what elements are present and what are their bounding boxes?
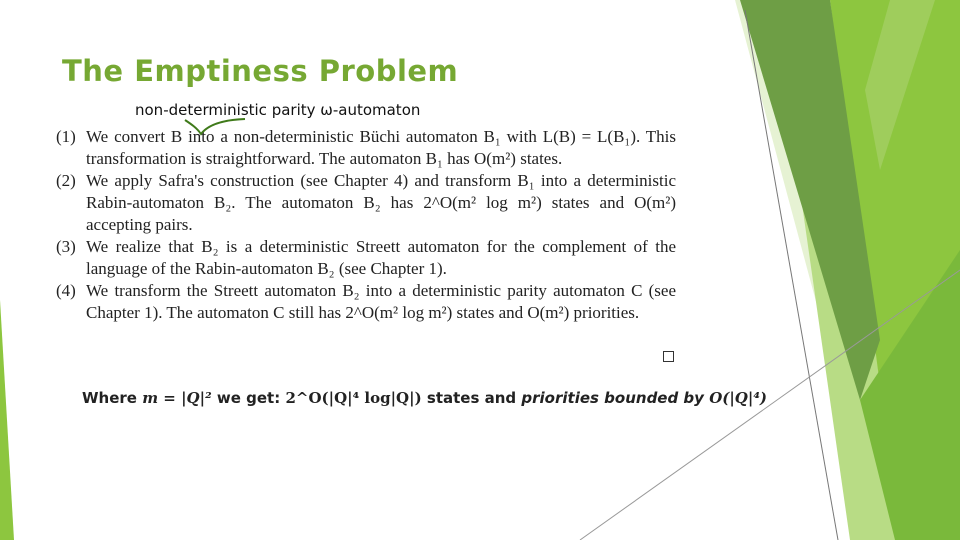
step-number: (1) xyxy=(56,127,76,146)
step-4 xyxy=(56,280,676,324)
step-2 xyxy=(56,170,676,236)
step-number: (4) xyxy=(56,281,76,300)
step-number: (2) xyxy=(56,171,76,190)
conclusion-line xyxy=(82,389,767,407)
conclusion-we-get: we get: xyxy=(216,389,281,407)
construction-steps xyxy=(56,126,676,324)
conclusion-states-and: states and xyxy=(426,389,517,407)
conclusion-priorities-bounded: priorities bounded by xyxy=(521,389,704,407)
conclusion-where: Where xyxy=(82,389,137,407)
qed-square-icon xyxy=(663,351,674,362)
step-text: We convert B into a non-deterministic Büchi automaton B₁ with L(B) = L(B₁). This transformation is straightforward. The automaton B₁ has O(m²) states. xyxy=(86,127,676,168)
step-text: We apply Safra's construction (see Chapter 4) and transform B₁ into a deterministic Rabin-automaton B₂. The automaton B₂ has 2^O(m² log m²) states and O(m²) accepting pairs. xyxy=(86,171,676,234)
handwritten-annotation: non-deterministic parity ω-automaton xyxy=(135,101,421,119)
step-text: We realize that B₂ is a deterministic Streett automaton for the complement of the language of the Rabin-automaton B₂ (see Chapter 1). xyxy=(86,237,676,278)
step-number: (3) xyxy=(56,237,76,256)
conclusion-states-expression: 2^O(|Q|⁴ log|Q|) xyxy=(285,389,422,407)
step-3 xyxy=(56,236,676,280)
conclusion-m-definition: m = |Q|² xyxy=(142,389,212,407)
conclusion-priorities-expression: O(|Q|⁴) xyxy=(709,389,767,407)
slide-title: The Emptiness Problem xyxy=(62,54,459,88)
step-text: We transform the Streett automaton B₂ into a deterministic parity automaton C (see Chapter 1). The automaton C still has 2^O(m² log m²) states and O(m²) priorities. xyxy=(86,281,676,322)
step-1 xyxy=(56,126,676,170)
